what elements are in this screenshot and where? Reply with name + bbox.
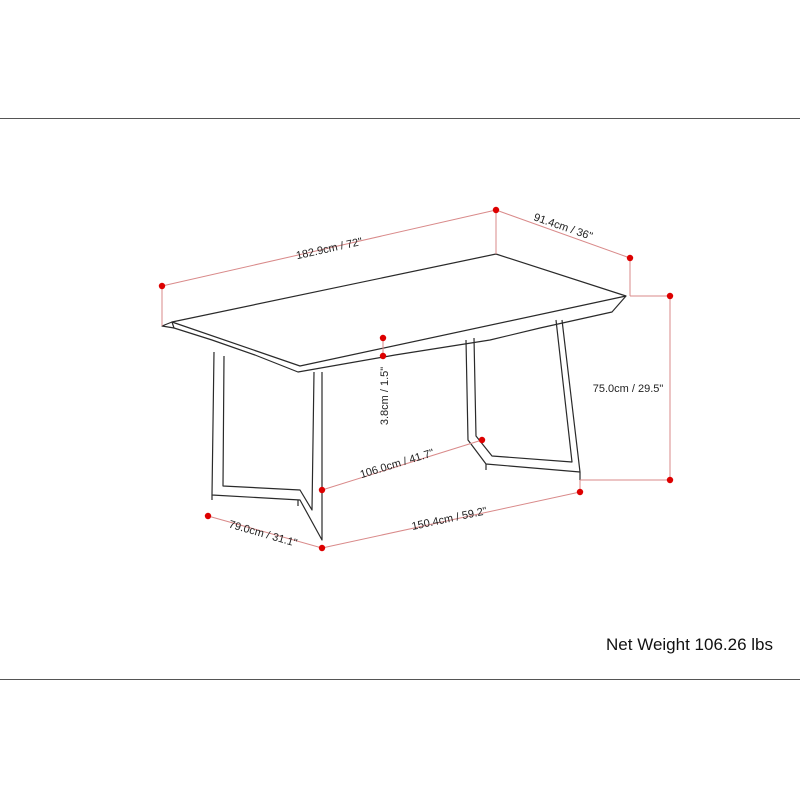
dimension-point [667, 293, 673, 299]
length-label: 182.9cm / 72" [295, 235, 364, 263]
dimension-point [319, 487, 325, 493]
dimension-point [380, 335, 386, 341]
left-leg-inner [223, 356, 314, 510]
thickness-label: 3.8cm / 1.5" [379, 366, 391, 426]
net-weight-label: Net Weight 106.26 lbs [606, 635, 773, 654]
dimension-lines [162, 210, 670, 548]
dimension-point [627, 255, 633, 261]
dimension-points [159, 207, 673, 551]
height-label: 75.0cm / 29.5" [592, 383, 664, 395]
leg-span-label: 150.4cm / 59.2" [410, 505, 489, 533]
right-leg [466, 320, 580, 472]
depth-dimension-line [496, 210, 630, 258]
left-leg-foot [212, 495, 298, 506]
leg-inner-width-label: 106.0cm / 41.7" [358, 447, 436, 482]
dimension-point [380, 353, 386, 359]
left-leg [212, 352, 322, 540]
dimension-point [159, 283, 165, 289]
dimension-point [479, 437, 485, 443]
dimension-point [319, 545, 325, 551]
depth-label: 91.4cm / 36" [532, 211, 594, 243]
dimension-point [493, 207, 499, 213]
dimension-point [205, 513, 211, 519]
right-leg-inner [474, 320, 572, 462]
dimension-point [667, 477, 673, 483]
right-leg-foot [486, 464, 580, 480]
dimension-point [577, 489, 583, 495]
leg-depth-label: 79.0cm / 31.1" [227, 518, 299, 550]
